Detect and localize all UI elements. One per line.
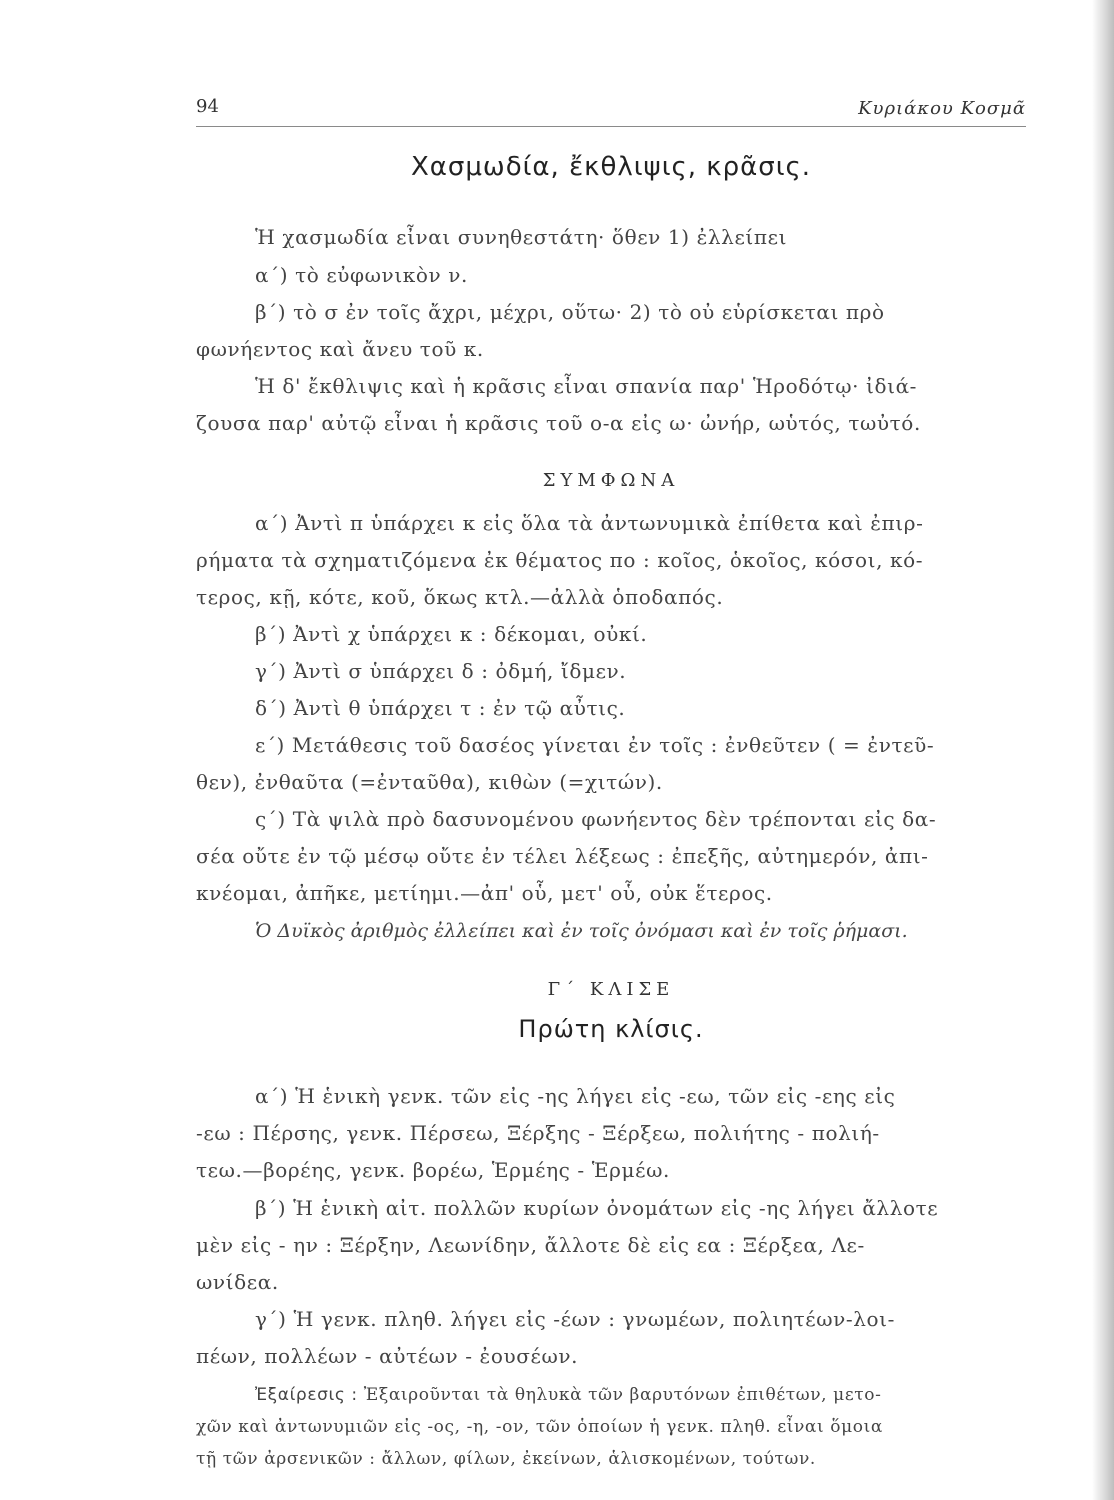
page-number: 94	[196, 96, 219, 117]
text-line: γ΄) Ἡ γενκ. πληθ. λήγει εἰς -έων : γνωμέων, πολιητέων-λοι-	[255, 1307, 895, 1331]
text-line: β΄) τὸ σ ἐν τοῖς ἄχρι, μέχρι, οὕτω· 2) τὸ οὐ εὑρίσκεται πρὸ	[255, 300, 885, 324]
section-heading-declension: Γ΄ ΚΛΙΣΕ	[547, 979, 675, 1000]
text-line: κνέομαι, ἀπῆκε, μετίημι.—ἀπ' οὗ, μετ' οὗ, οὐκ ἕτερος.	[196, 881, 773, 905]
text-line: μὲν εἰς - ην : Ξέρξην, Λεωνίδην, ἄλλοτε δὲ εἰς εα : Ξέρξεα, Λε-	[196, 1233, 865, 1257]
exception-note-line: χῶν καὶ ἀντωνυμιῶν εἰς -ος, -η, -ον, τῶν ὁποίων ἡ γενκ. πληθ. εἶναι ὅμοια	[196, 1417, 883, 1437]
text-line: ωνίδεα.	[196, 1270, 279, 1294]
text-line: ρήματα τὰ σχηματιζόμενα ἐκ θέματος πο : κοῖος, ὁκοῖος, κόσοι, κό-	[196, 548, 924, 572]
page-edge-shadow	[1092, 0, 1114, 1500]
text-line: Ἡ δ' ἔκθλιψις καὶ ἡ κρᾶσις εἶναι σπανία παρ' Ἡροδότῳ· ἰδιά-	[255, 374, 918, 398]
dual-number-note: Ὁ Δυϊκὸς ἀριθμὸς ἐλλείπει καὶ ἐν τοῖς ὀνόμασι καὶ ἐν τοῖς ῥήμασι.	[255, 920, 908, 942]
exception-text: Ἐξαιροῦνται τὰ θηλυκὰ τῶν βαρυτόνων ἐπιθέτων, μετο-	[363, 1385, 882, 1405]
text-line: β΄) Ἀντὶ χ ὑπάρχει κ : δέκομαι, οὐκί.	[255, 622, 648, 646]
text-line: β΄) Ἡ ἑνικὴ αἰτ. πολλῶν κυρίων ὀνομάτων εἰς -ης λήγει ἄλλοτε	[255, 1196, 939, 1220]
page-header	[196, 96, 1026, 127]
text-line: τεω.—βορέης, γενκ. βορέω, Ἑρμέης - Ἑρμέω.	[196, 1158, 670, 1182]
text-line: τερος, κῇ, κότε, κοῦ, ὅκως κτλ.—ἀλλὰ ὁποδαπός.	[196, 585, 724, 609]
text-line: θεν), ἐνθαῦτα (=ἐνταῦθα), κιθὼν (=χιτών).	[196, 770, 663, 794]
text-line: ς΄) Τὰ ψιλὰ πρὸ δασυνομένου φωνήεντος δὲν τρέπονται εἰς δα-	[255, 807, 937, 831]
text-line: α΄) Ἡ ἑνικὴ γενκ. τῶν εἰς -ης λήγει εἰς -εω, τῶν εἰς -εης εἰς	[255, 1084, 896, 1108]
subheading-first-declension: Πρώτη κλίσις.	[518, 1015, 704, 1043]
text-line: ζουσα παρ' αὐτῷ εἶναι ἡ κρᾶσις τοῦ ο-α εἰς ω· ὠνήρ, ωὑτός, τωὐτό.	[196, 411, 921, 435]
section-title-hiatus: Χασμωδία, ἔκθλιψις, κρᾶσις.	[410, 152, 812, 182]
text-line: α΄) τὸ εὐφωνικὸν ν.	[255, 263, 468, 287]
text-line: δ΄) Ἀντὶ θ ὑπάρχει τ : ἐν τῷ αὖτις.	[255, 696, 626, 720]
text-line: α΄) Ἀντὶ π ὑπάρχει κ εἰς ὅλα τὰ ἀντωνυμικὰ ἐπίθετα καὶ ἐπιρ-	[255, 511, 924, 535]
text-line: ε΄) Μετάθεσις τοῦ δασέος γίνεται ἐν τοῖς : ἐνθεῦτεν ( = ἐντεῦ-	[255, 733, 935, 757]
text-line: σέα οὔτε ἐν τῷ μέσῳ οὔτε ἐν τέλει λέξεως : ἐπεξῆς, αὐτημερόν, ἀπι-	[196, 844, 929, 868]
text-line: φωνήεντος καὶ ἄνευ τοῦ κ.	[196, 337, 484, 361]
text-line: Ἡ χασμωδία εἶναι συνηθεστάτη· ὅθεν 1) ἐλλείπει	[255, 225, 788, 249]
exception-note-line	[255, 1382, 881, 1408]
running-title: Κυριάκου Κοσμᾶ	[858, 98, 1026, 119]
exception-label: Ἐξαίρεσις :	[255, 1385, 358, 1405]
text-line: πέων, πολλέων - αὐτέων - ἐουσέων.	[196, 1344, 579, 1368]
text-line: -εω : Πέρσης, γενκ. Πέρσεω, Ξέρξης - Ξέρξεω, πολιήτης - πολιή-	[196, 1121, 880, 1145]
text-line: γ΄) Ἀντὶ σ ὑπάρχει δ : ὀδμή, ἴδμεν.	[255, 659, 627, 683]
section-heading-consonants: ΣΥΜΦΩΝΑ	[542, 470, 680, 491]
exception-note-line: τῇ τῶν ἀρσενικῶν : ἄλλων, φίλων, ἐκείνων, ἁλισκομένων, τούτων.	[196, 1449, 816, 1469]
